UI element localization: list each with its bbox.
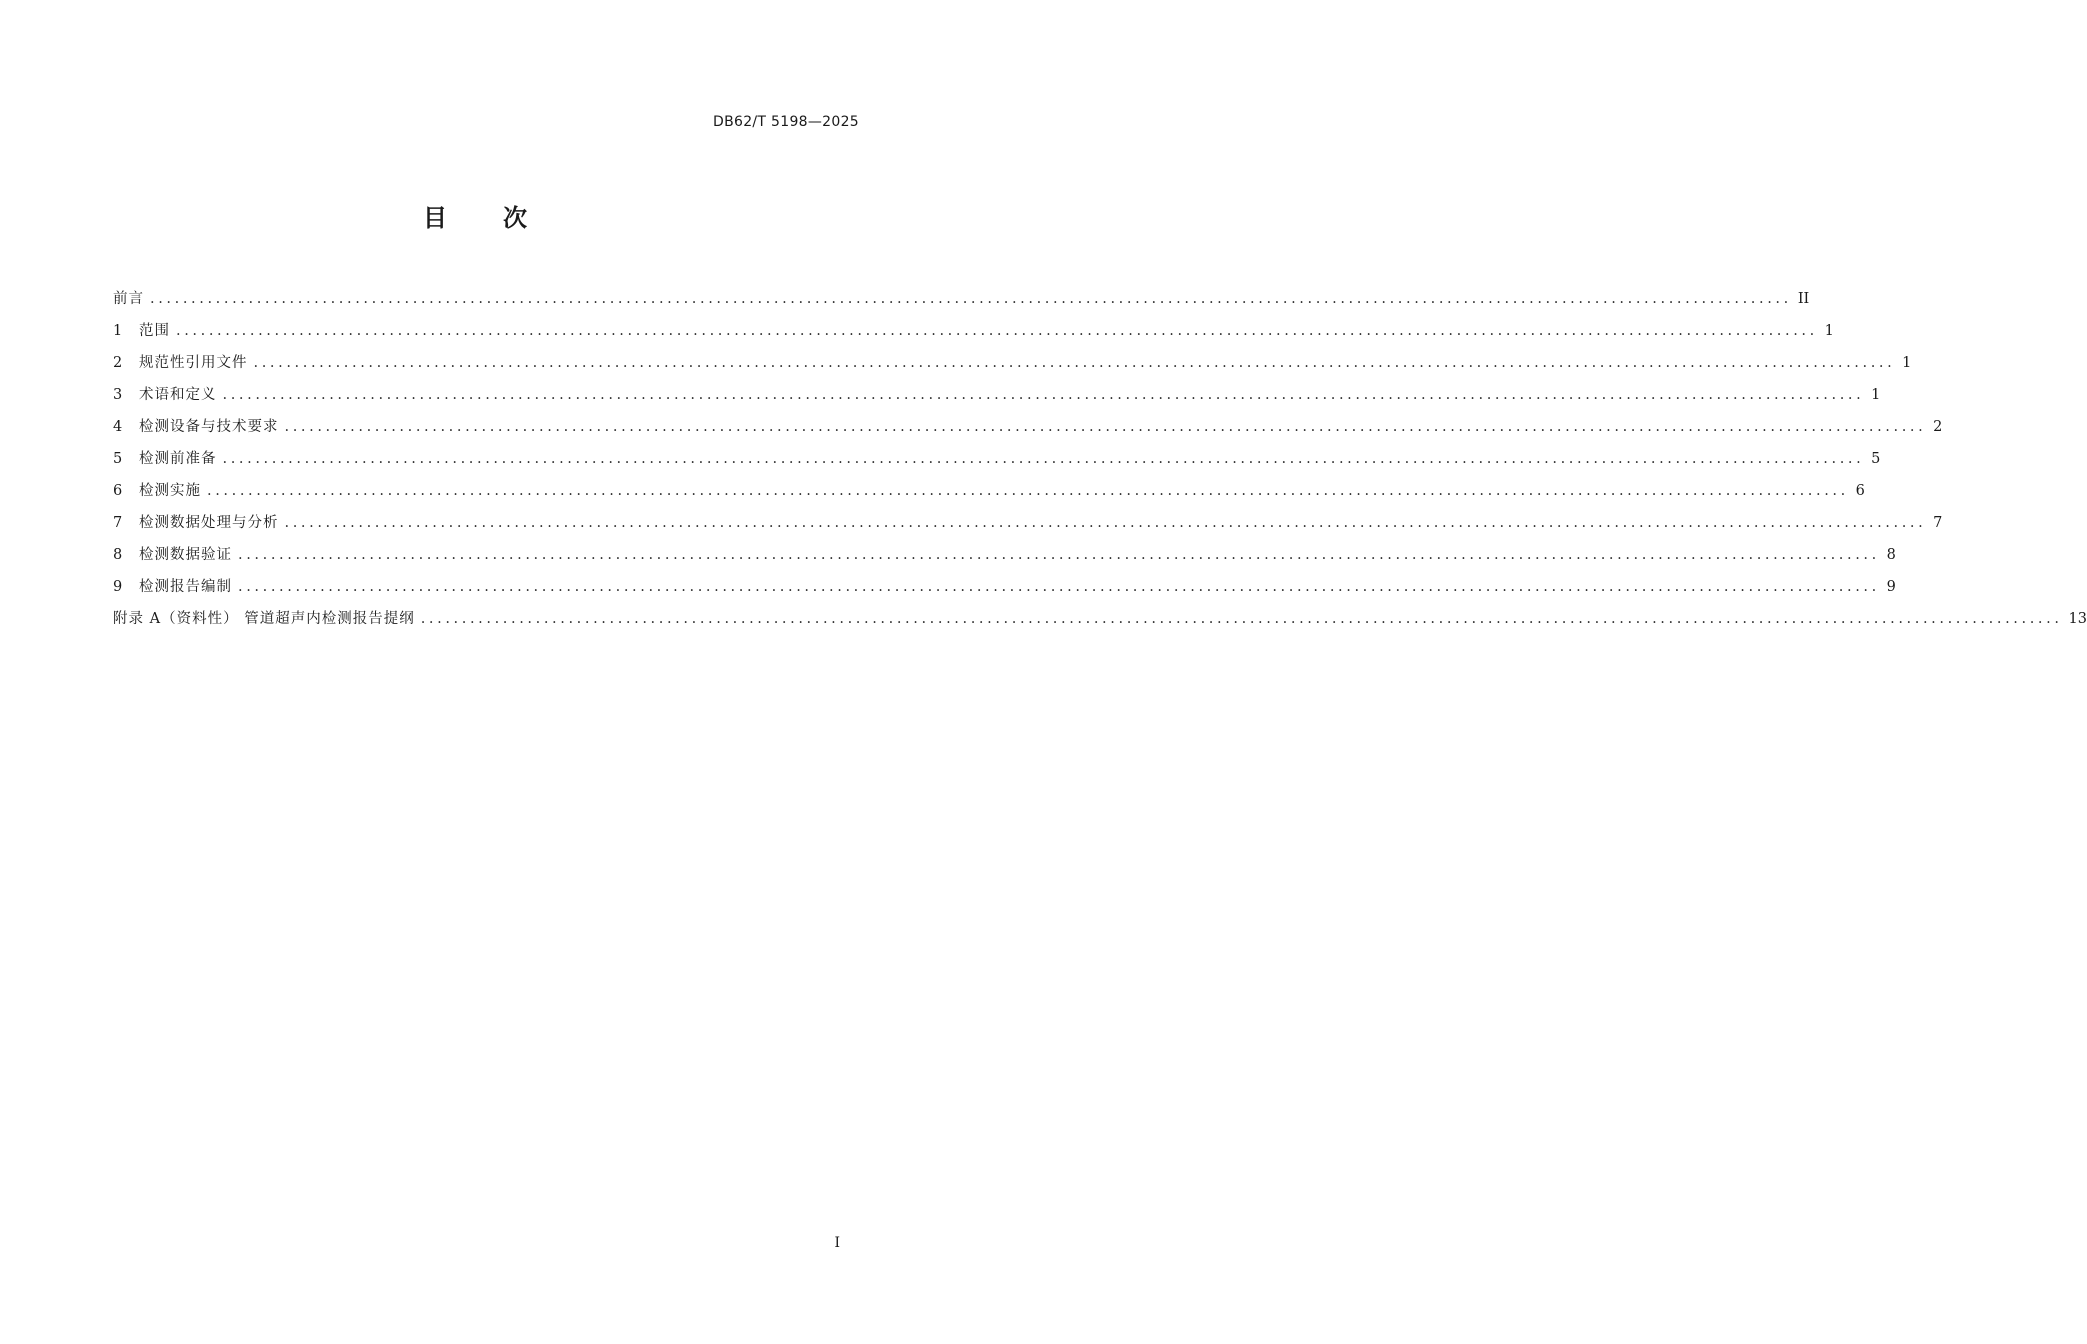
document-code: DB62/T 5198—2025 [713, 114, 859, 130]
toc-entry-number: 7 [113, 515, 123, 531]
toc-entry-title: 附录 A（资料性） 管道超声内检测报告提纲 [113, 611, 415, 627]
toc-entry-title: 检测实施 [139, 483, 201, 499]
toc-entry[interactable] [113, 383, 1881, 415]
toc-entry[interactable] [113, 543, 1896, 575]
toc-entry-page: II [1797, 291, 1810, 307]
toc-entry[interactable] [113, 351, 1912, 383]
toc-entry-page: 9 [1886, 579, 1896, 595]
toc-entry-title: 检测报告编制 [139, 579, 232, 595]
toc-entry-page: 8 [1886, 547, 1896, 563]
toc-leader-dots: ........................................................................................................................................................................................................ [238, 579, 1880, 595]
toc-entry[interactable] [113, 607, 2087, 639]
toc-entry-page: 6 [1855, 483, 1865, 499]
toc-leader-dots: ........................................................................................................................................................................................................ [222, 451, 1865, 467]
toc-entry-title: 范围 [139, 323, 170, 339]
toc-entry-page: 1 [1871, 387, 1881, 403]
toc-entry-page: 2 [1933, 419, 1943, 435]
page-title: 目次 [423, 204, 583, 232]
toc-entry[interactable] [113, 287, 1810, 319]
toc-entry-title: 术语和定义 [139, 387, 217, 403]
toc-entry-title: 检测数据验证 [139, 547, 232, 563]
toc-leader-dots: ........................................................................................................................................................................................................ [284, 515, 1927, 531]
table-of-contents [113, 287, 2087, 639]
toc-entry[interactable] [113, 479, 1865, 511]
toc-entry[interactable] [113, 415, 1943, 447]
toc-leader-dots: ........................................................................................................................................................................................................ [253, 355, 1896, 371]
toc-entry[interactable] [113, 575, 1896, 607]
toc-entry-title: 前言 [113, 291, 144, 307]
toc-entry-title: 检测前准备 [139, 451, 217, 467]
toc-entry-title: 检测数据处理与分析 [139, 515, 279, 531]
toc-entry-number: 4 [113, 419, 123, 435]
toc-leader-dots: ........................................................................................................................................................................................................ [284, 419, 1927, 435]
toc-entry-page: 7 [1933, 515, 1943, 531]
toc-entry-page: 5 [1871, 451, 1881, 467]
toc-entry-number: 1 [113, 323, 123, 339]
toc-entry-page: 13 [2068, 611, 2087, 627]
toc-entry-number: 5 [113, 451, 123, 467]
toc-entry-title: 检测设备与技术要求 [139, 419, 279, 435]
toc-entry[interactable] [113, 319, 1834, 351]
toc-leader-dots: ........................................................................................................................................................................................................ [420, 611, 2063, 627]
toc-leader-dots: ........................................................................................................................................................................................................ [222, 387, 1865, 403]
toc-entry-number: 2 [113, 355, 123, 371]
toc-entry-number: 3 [113, 387, 123, 403]
toc-entry-number: 8 [113, 547, 123, 563]
toc-leader-dots: ........................................................................................................................................................................................................ [176, 323, 1818, 339]
toc-leader-dots: ........................................................................................................................................................................................................ [207, 483, 1849, 499]
toc-entry-page: 1 [1902, 355, 1912, 371]
toc-leader-dots: ........................................................................................................................................................................................................ [238, 547, 1880, 563]
toc-entry-page: 1 [1824, 323, 1834, 339]
toc-entry-title: 规范性引用文件 [139, 355, 248, 371]
toc-leader-dots: ........................................................................................................................................................................................................ [150, 291, 1792, 307]
toc-entry[interactable] [113, 447, 1881, 479]
toc-entry[interactable] [113, 511, 1943, 543]
toc-entry-number: 6 [113, 483, 123, 499]
page-number: I [834, 1235, 840, 1251]
toc-entry-number: 9 [113, 579, 123, 595]
